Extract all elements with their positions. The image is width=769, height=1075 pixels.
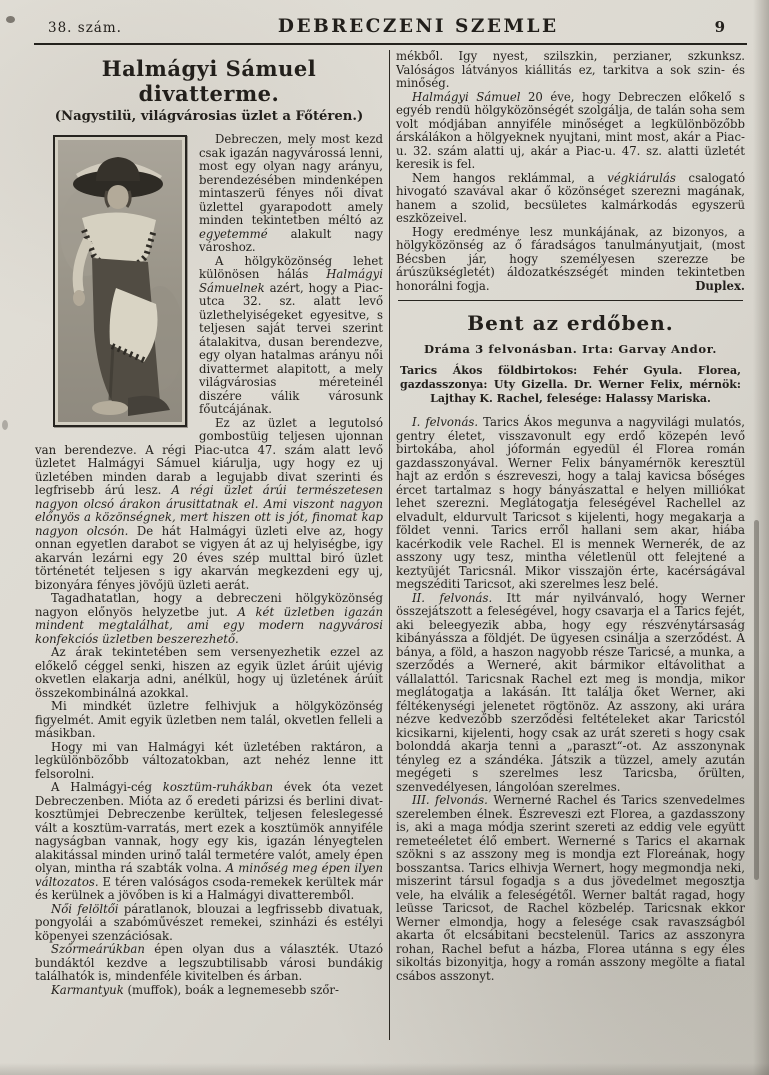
right-column bbox=[396, 50, 745, 983]
header-rule bbox=[34, 43, 747, 45]
text-segment: Az árak tekintetében sem versenyezhetik ezzel az előkelő céggel senki, hiszen az egyik üzlet árúit ujévig okvetlen elakarja adni, anélkül, hogy uj üzletének árúit összekombinálná azokkal. bbox=[35, 645, 383, 700]
text-segment: évek óta vezet Debreczenben. Mióta az ő eredeti párizsi és berlini divat-kosztümjei Debreczenbe kerültek, teljesen feleslegessé vált a kosztüm-varratás, mert ezek a kosztümök annyiféle nagyságban vannak, hogy egy kis, igazán lényegtelen alakitással minden urinő talál termetére valót, amely épen olyan, mintha rá szabták volna. bbox=[35, 780, 383, 875]
text-segment: Itt már nyilvánvaló, hogy Werner összejátszott a feleségével, hogy csavarja el a Tarics fejét, aki beleegyezik abba, hogy egy részvénytársaság kibányássza a földjét. De ügyesen csinálja a szerződést. A bánya, a föld, a haszon nagyobb része Taricsé, a munka, a szerződés a Werneré, akit bármikor eltávolithat a vállalattól. Taricsnak Rachel ezt meg is mondja, mikor meglátogatja a lakásán. Itt találja őket Werner, aki féltékenységi jelenetet rögtönöz. Az asszony, aki urára nézve kedvezőbb szerződési feltételeket akar Taricstól kicsikarni, kijelenti, hogy csak az urát szereti s hogy csak bolonddá akarja tenni a „paraszt“-ot. Az asszonynak tényleg ez a szándéka. Játszik a tüzzel, amely azután megégeti s szerelmes lesz Taricsba, őrülten, szenvedélyesen, lángolóan szerelmes. bbox=[396, 590, 745, 794]
text-segment: A minőség meg épen ilyen változatos. bbox=[35, 861, 383, 889]
signature: Duplex. bbox=[695, 278, 745, 293]
text-segment: Wernerné Rachel és Tarics szenvedelmes szerelemben élnek. Észreveszi ezt Florea, a gazdasszony is, aki a maga módja szerint szereti az eddig vele együtt remeteéletet élő embert. Wernerné s Tarics el akarnak szökni s az asszony meg is mondja ezt Floreának, hogy bosszantsa. Tarics elhivja Wernert, hogy megmondja neki, miszerint társul fogadja s a dus jövedelmet megosztja vele, ha elválik a feleségétől. Werner baltát ragad, hogy leüsse Taricsot, de Rachel közbelép. Taricsnak ekkor Werner elmondja, hogy a felesége csak ravaszságból akarta őt elcsábitani becstelenül. Tarics az asszonyra rohan, Rachel befut a házba, Florea utánna s egy éles sikoltás bizonyitja, hogy a román asszony megölte a fiatal csábos asszonyt. bbox=[396, 793, 745, 983]
text-segment: I. felvonás. bbox=[412, 415, 479, 429]
issue-number: 38. szám. bbox=[48, 20, 122, 36]
content-columns bbox=[35, 50, 745, 1061]
text-segment: kosztüm-ruhákban bbox=[162, 780, 273, 794]
text-segment: végkiárulás bbox=[607, 170, 676, 185]
scan-speck bbox=[2, 420, 8, 430]
text-segment: mékből. Igy nyest, szilszkin, perzianer, szkunksz. Valóságos látványos kiállitás ez, tarkitva a sok szin- és minőség. bbox=[396, 49, 745, 90]
text-segment: A két üzletben igazán mindent megtalálhat, ami egy modern nagyvárosi konfekciós üzletben beszerezhető. bbox=[35, 604, 383, 646]
text-segment: Nem hangos reklámmal, a bbox=[412, 170, 608, 185]
article-separator-rule bbox=[398, 300, 743, 301]
fashion-photo bbox=[53, 135, 187, 427]
scan-speck bbox=[6, 16, 15, 23]
paragraph bbox=[396, 50, 745, 91]
text-segment: Ez az üzlet a legutolsó gombostüig teljesen ujonnan van berendezve. A régi Piac-utca 47. szám alatt levő üzletet Halmágyi Sámuel kiárulja, ugy hogy ez uj üzletében minden darab a legujabb divat szerinti és legfrisebb árú lesz. bbox=[35, 415, 383, 497]
text-segment: azért, hogy a Piac-utca 32. sz. alatt levő üzlethelyiségeket egyesitve, s teljesen saját tervei szerint átalakitva, dusan berendezve, egy olyan hatalmas arányu női divattermet alapitott, a mely világvárosias méreteinél diszére válik városunk főutcájának. bbox=[199, 280, 383, 416]
text-segment: A Halmágyi-cég bbox=[51, 780, 163, 794]
scan-edge-streak bbox=[754, 520, 759, 880]
text-segment: Halmágyi Sámuel bbox=[412, 89, 521, 104]
column-divider bbox=[389, 50, 390, 1040]
paragraph bbox=[35, 700, 383, 741]
paragraph bbox=[396, 794, 745, 983]
text-segment: Karmantyuk bbox=[51, 982, 124, 997]
masthead-title: DEBRECZENI SZEMLE bbox=[277, 16, 559, 37]
text-segment: egyetemmé bbox=[199, 226, 268, 241]
article-halmagyi-divatterme bbox=[35, 56, 383, 997]
text-segment: épen olyan dus a választék. Utazó bundáktól kezdve a legszubtilisabb városi bundákig találhatók is, mindenféle kivitelben és árban. bbox=[35, 942, 383, 983]
paragraph bbox=[396, 592, 745, 795]
page-header bbox=[48, 16, 739, 37]
paragraph bbox=[35, 781, 383, 903]
text-segment: A régi üzlet árúi természetesen nagyon olcsó árakon árusittatnak el. Ami viszont nagyon előnyös a közönségnek, mert hiszen ott is jót, finomat kap nagyon olcsón. bbox=[35, 483, 383, 538]
paragraph bbox=[396, 416, 745, 592]
text-segment: III. felvonás. bbox=[412, 793, 488, 807]
left-column bbox=[35, 50, 383, 997]
text-segment: Halmágyi Sámuelnek bbox=[199, 267, 383, 295]
cast-list: Tarics Ákos földbirtokos: Fehér Gyula. Florea, gazdasszonya: Uty Gizella. Dr. Werner Felix, mérnök: Lajthay K. Rachel, felesége: Halassy Mariska. bbox=[400, 364, 741, 405]
text-segment: csalogató hivogató szavával akar ő közönséget szerezni magának, hanem a szolid, becsületes kalmárkodás egyszerü eszközeivel. bbox=[396, 170, 745, 225]
paragraph bbox=[35, 646, 383, 700]
text-segment: Szőrmeárúkban bbox=[51, 942, 145, 956]
paragraph bbox=[396, 172, 745, 226]
page-number: 9 bbox=[714, 18, 725, 36]
text-segment: E téren valóságos csoda-remekek kerültek már és kerülnek a jövőben is ki a Halmágyi divatteremből. bbox=[35, 874, 383, 902]
paragraph bbox=[35, 417, 383, 593]
text-segment: A hölgyközönség lehet különösen hálás bbox=[199, 253, 383, 281]
text-segment: Hogy mi van Halmágyi két üzletében raktáron, a legkülönbözőbb változatokban, azt nehéz lenne itt felsorolni. bbox=[35, 739, 383, 781]
text-segment: Hogy eredménye lesz munkájának, az bizonyos, a hölgyközönség az ő fáradságos tanulmányutjait, (most Bécsben jár, hogy személyesen szerezze be árúszükségletét) áldozatkészségét minden tekintetben honorálni fogja. bbox=[396, 224, 745, 293]
paragraph bbox=[35, 984, 383, 998]
drama-title: Bent az erdőben. bbox=[467, 311, 674, 335]
paragraph bbox=[396, 91, 745, 172]
paragraph bbox=[35, 903, 383, 944]
text-segment: Mi mindkét üzletre felhivjuk a hölgyközönség figyelmét. Amit egyik üzletben nem talál, okvetlen felleli a másikban. bbox=[35, 699, 383, 740]
paragraph bbox=[396, 226, 745, 294]
woman-portrait-illustration bbox=[58, 140, 182, 422]
text-segment: 20 éve, hogy Debreczen előkelő s egyéb rendü hölgyközönségét szolgálja, de talán soha sem volt módjában annyiféle minőséget a legkülönbözőbb árskálákon a hölgyeknek nyujtani, mint most, akár a Piac-u. 32. szám alatti uj, akár a Piac-u. 47. sz. alatti üzletét keresik is fel. bbox=[396, 89, 745, 171]
article-title: Halmágyi Sámuel divatterme. bbox=[101, 56, 317, 106]
article-continuation bbox=[396, 50, 745, 293]
text-segment: Női felöltői bbox=[51, 901, 119, 916]
text-segment: II. felvonás. bbox=[412, 590, 493, 605]
text-segment: Tagadhatatlan, hogy a debreczeni hölgyközönség nagyon előnyös helyzetbe jut. bbox=[35, 591, 383, 619]
text-segment: De hát Halmágyi üzleti elve az, hogy onnan egyetlen darabot se vigyen át az uj helyiségbe, igy akarván lezárni egy 20 éves szép multtal biró üzlet történetét teljesen s igy akarván megkezdeni egy uj, bizonyára fényes jövőjü üzleti aerát. bbox=[35, 523, 383, 592]
text-segment: páratlanok, blouzai a legfrissebb divatuak, pongyolái a szabóművészet remekei, szinházi és estélyi köpenyei szenzációsak. bbox=[35, 901, 383, 943]
text-segment: (muffok), boák a legnemesebb szőr- bbox=[123, 982, 339, 997]
paragraph bbox=[35, 943, 383, 984]
article-bent-az-erdoben bbox=[396, 311, 745, 983]
article-subtitle: (Nagystilü, világvárosias üzlet a Főtéren.) bbox=[54, 109, 364, 124]
drama-body bbox=[396, 416, 745, 983]
paragraph bbox=[35, 592, 383, 646]
paragraph bbox=[35, 741, 383, 782]
drama-subtitle: Dráma 3 felvonásban. Irta: Garvay Andor. bbox=[423, 342, 718, 356]
text-segment: Tarics Ákos megunva a nagyvilági mulatós, gentry életet, visszavonult egy erdő közepén levő birtokába, ahol jóformán egyedül él Florea román gazdasszonyával. Werner Felix bányamérnök keresztül hajt az erdőn s észreveszi, hogy a talaj kavicsa bőséges ércet tartalmaz s hogy bányászattal e helyen milliókat lehet szerezni. Meglátogatja feleségével Rachellel az elvadult, eldurvult Taricsot s kijelenti, hogy megakarja a földet venni. Tarics erről hallani sem akar, hiába kacérkodik vele Rachel. El is mennek Wernerék, de az asszony ugy tesz, mintha véletlenül ott felejtené a keztyüjét Taricsnál. Mikor visszajön érte, kacérságával megszéditi Taricsot, aki szerelmes lesz belé. bbox=[396, 415, 745, 591]
text-segment: alakult nagy városhoz. bbox=[199, 226, 383, 254]
text-segment: Debreczen, mely most kezd csak igazán nagyvárossá lenni, most egy olyan nagy arányu, berendezésében mindenképen mintaszerü fényes női divat üzlettel gyarapodott amely minden tekintetben méltó az bbox=[199, 132, 383, 227]
